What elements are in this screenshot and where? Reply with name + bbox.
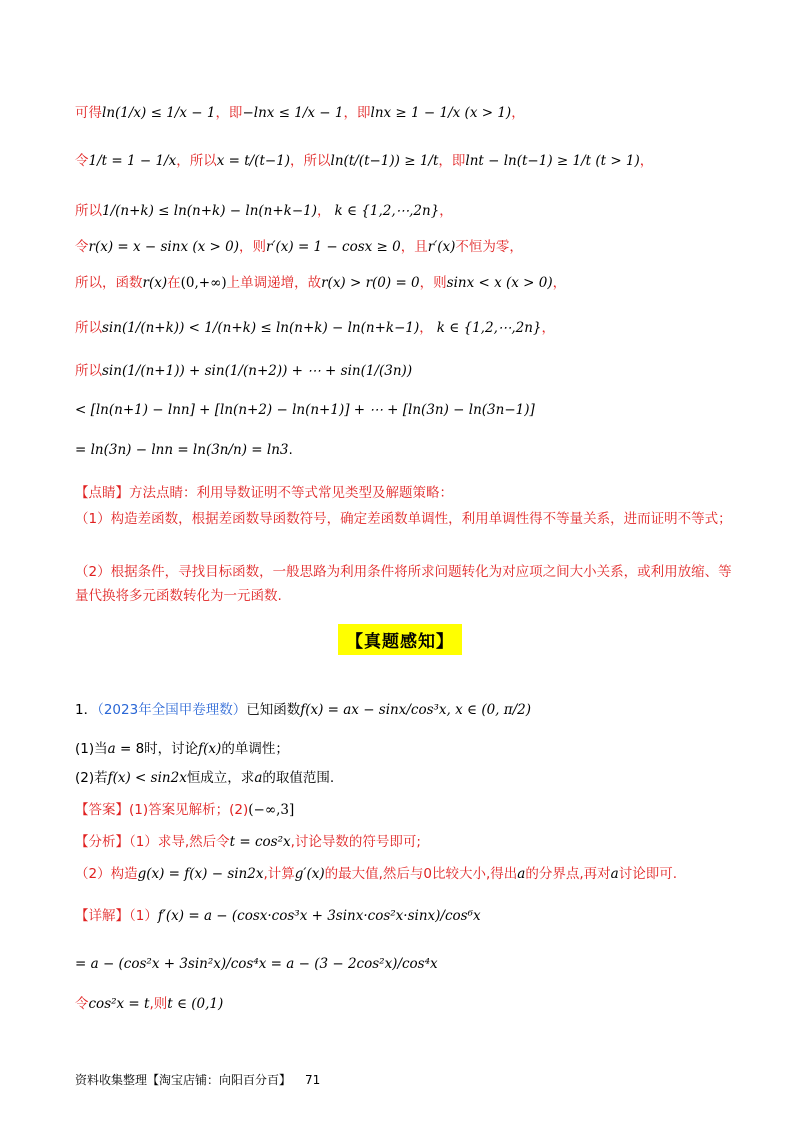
formula: r(x) > r(0) = 0: [321, 275, 420, 291]
detail-label: 【详解】: [75, 908, 129, 924]
formula: f(x) < sin2x: [107, 770, 187, 786]
tip-heading: [75, 483, 740, 503]
formula: t = cos²x: [229, 834, 291, 850]
text: 上单调递增，故: [226, 275, 322, 291]
text: 【点睛】方法点睛：利用导数证明不等式常见类型及解题策略：: [75, 485, 453, 501]
formula: = a − (cos²x + 3sin²x)/cos⁴x = a − (3 − 2cos²x)/cos⁴x: [75, 956, 438, 972]
section-banner-wrap: [0, 624, 800, 655]
text: 讨论即可.: [618, 866, 678, 882]
text: .: [288, 442, 293, 458]
text: ,则: [149, 996, 168, 1012]
text: （1）: [129, 908, 158, 924]
text: 令: [75, 153, 89, 169]
formula: x = t/(t−1): [216, 153, 291, 169]
formula: = ln(3n) − lnn = ln(3n/n) = ln3: [75, 442, 289, 458]
text: ，即: [343, 105, 371, 121]
text: ,讨论导数的符号即可;: [290, 834, 421, 850]
text: ,计算: [263, 866, 295, 882]
proof-line-3: [75, 201, 740, 221]
text: ，则: [238, 239, 266, 255]
formula: sinx < x (x > 0): [446, 275, 553, 291]
proof-line-4: [75, 237, 740, 257]
text: = 8时，讨论: [115, 741, 199, 757]
text: 的分界点,再对: [525, 866, 611, 882]
proof-line-2: [75, 151, 740, 171]
formula: f(x): [198, 741, 222, 757]
text: （2）构造: [75, 866, 138, 882]
text: ，且: [400, 239, 428, 255]
formula: sin(1/(n+k)) < 1/(n+k) ≤ ln(n+k) − ln(n+k−1): [102, 320, 420, 336]
formula: k ∈ {1,2,⋯,2n}: [334, 203, 440, 219]
proof-line-8: [75, 400, 740, 420]
text: 可得: [75, 105, 102, 121]
formula: r′(x): [427, 239, 456, 255]
formula: g′(x): [294, 866, 325, 882]
formula: t ∈ (0,1): [167, 996, 224, 1012]
formula: lnt − ln(t−1) ≥ 1/t (t > 1): [465, 153, 640, 169]
question-source: （2023年全国甲卷理数）: [97, 702, 247, 718]
text: （1）构造差函数，根据差函数导函数符号，确定差函数单调性，利用单调性得不等量关系，进而证明不等式；: [75, 511, 732, 527]
text: 令: [75, 996, 89, 1012]
text: ，: [511, 105, 525, 121]
tip-item-1: [75, 507, 740, 531]
formula: lnx ≥ 1 − 1/x (x > 1): [370, 105, 512, 121]
text: (2)若: [75, 770, 108, 786]
detail-line-3: [75, 994, 740, 1014]
text: 的取值范围.: [262, 770, 335, 786]
analysis-line-1: [75, 832, 740, 852]
formula: r(x): [142, 275, 168, 291]
formula: a: [517, 866, 526, 882]
text: 所以，函数: [75, 275, 143, 291]
text: 恒成立，求: [186, 770, 255, 786]
text: ，: [541, 320, 556, 336]
text: 令: [75, 239, 89, 255]
question-number: 1．: [75, 702, 98, 718]
tip-item-2: [75, 560, 740, 608]
proof-line-9: [75, 440, 740, 460]
formula: −lnx ≤ 1/x − 1: [242, 105, 344, 121]
text: 不恒为零，: [455, 239, 523, 255]
analysis-line-2: [75, 864, 740, 884]
proof-line-7: [75, 361, 740, 381]
proof-line-1: [75, 103, 740, 123]
text: ，: [639, 153, 654, 169]
text: ，: [552, 275, 567, 291]
question-part-2: [75, 768, 740, 788]
detail-line-2: [75, 954, 740, 974]
text: 所以: [75, 363, 102, 379]
formula: < [ln(n+1) − lnn] + [ln(n+2) − ln(n+1)] + ⋯ + [ln(3n) − ln(3n−1)]: [75, 402, 535, 418]
text: （2）根据条件，寻找目标函数，一般思路为利用条件将所求问题转化为对应项之间大小关系，或利用放缩、等量代换将多元函数转化为一元函数.: [75, 564, 732, 604]
text: 所以: [75, 203, 102, 219]
formula: cos²x = t: [88, 996, 150, 1012]
footer-text: 资料收集整理【淘宝店铺：向阳百分百】: [75, 1073, 292, 1087]
proof-line-6: [75, 318, 740, 338]
formula: g(x) = f(x) − sin2x: [137, 866, 264, 882]
formula: f′(x) = a − (cosx·cos³x + 3sinx·cos²x·sinx)/cos⁶x: [157, 908, 481, 924]
text: ，: [439, 203, 453, 219]
text: ，即: [438, 153, 466, 169]
page-number: 71: [305, 1073, 321, 1087]
formula: (−∞,3]: [248, 802, 295, 818]
text: ，所以: [176, 153, 217, 169]
text: 所以: [75, 320, 102, 336]
formula: 1/(n+k) ≤ ln(n+k) − ln(n+k−1): [102, 203, 318, 219]
formula: f(x) = ax − sinx/cos³x, x ∈ (0, π/2): [300, 702, 532, 718]
formula: (0,+∞): [180, 275, 227, 291]
text: (1)当: [75, 741, 108, 757]
page-footer: [75, 1071, 320, 1088]
text: 在: [167, 275, 181, 291]
question-1: [75, 700, 740, 720]
formula: ln(t/(t−1)) ≥ 1/t: [330, 153, 439, 169]
section-banner: 【真题感知】: [338, 624, 462, 655]
text: ，: [419, 320, 433, 336]
formula: 1/t = 1 − 1/x: [88, 153, 177, 169]
text: ，所以: [290, 153, 331, 169]
text: 的最大值,然后与0比较大小,得出: [324, 866, 518, 882]
formula: a: [107, 741, 116, 757]
text: ，: [317, 203, 331, 219]
text: 的单调性；: [221, 741, 289, 757]
formula: r(x) = x − sinx (x > 0): [88, 239, 239, 255]
detail-line-1: [75, 906, 740, 926]
proof-line-5: [75, 273, 740, 293]
text: 已知函数: [246, 702, 301, 718]
formula: r′(x) = 1 − cosx ≥ 0: [265, 239, 401, 255]
text: （1）求导,然后令: [129, 834, 230, 850]
text: 【答案】(1)答案见解析；(2): [75, 802, 249, 818]
text: ，则: [419, 275, 447, 291]
question-part-1: [75, 739, 740, 759]
answer-line: [75, 800, 740, 820]
text: ，即: [215, 105, 243, 121]
formula: ln(1/x) ≤ 1/x − 1: [102, 105, 216, 121]
formula: k ∈ {1,2,⋯,2n}: [436, 320, 542, 336]
formula: sin(1/(n+1)) + sin(1/(n+2)) + ⋯ + sin(1/(3n)): [102, 363, 413, 379]
formula: a: [610, 866, 619, 882]
formula: a: [254, 770, 263, 786]
analysis-label: 【分析】: [75, 834, 129, 850]
